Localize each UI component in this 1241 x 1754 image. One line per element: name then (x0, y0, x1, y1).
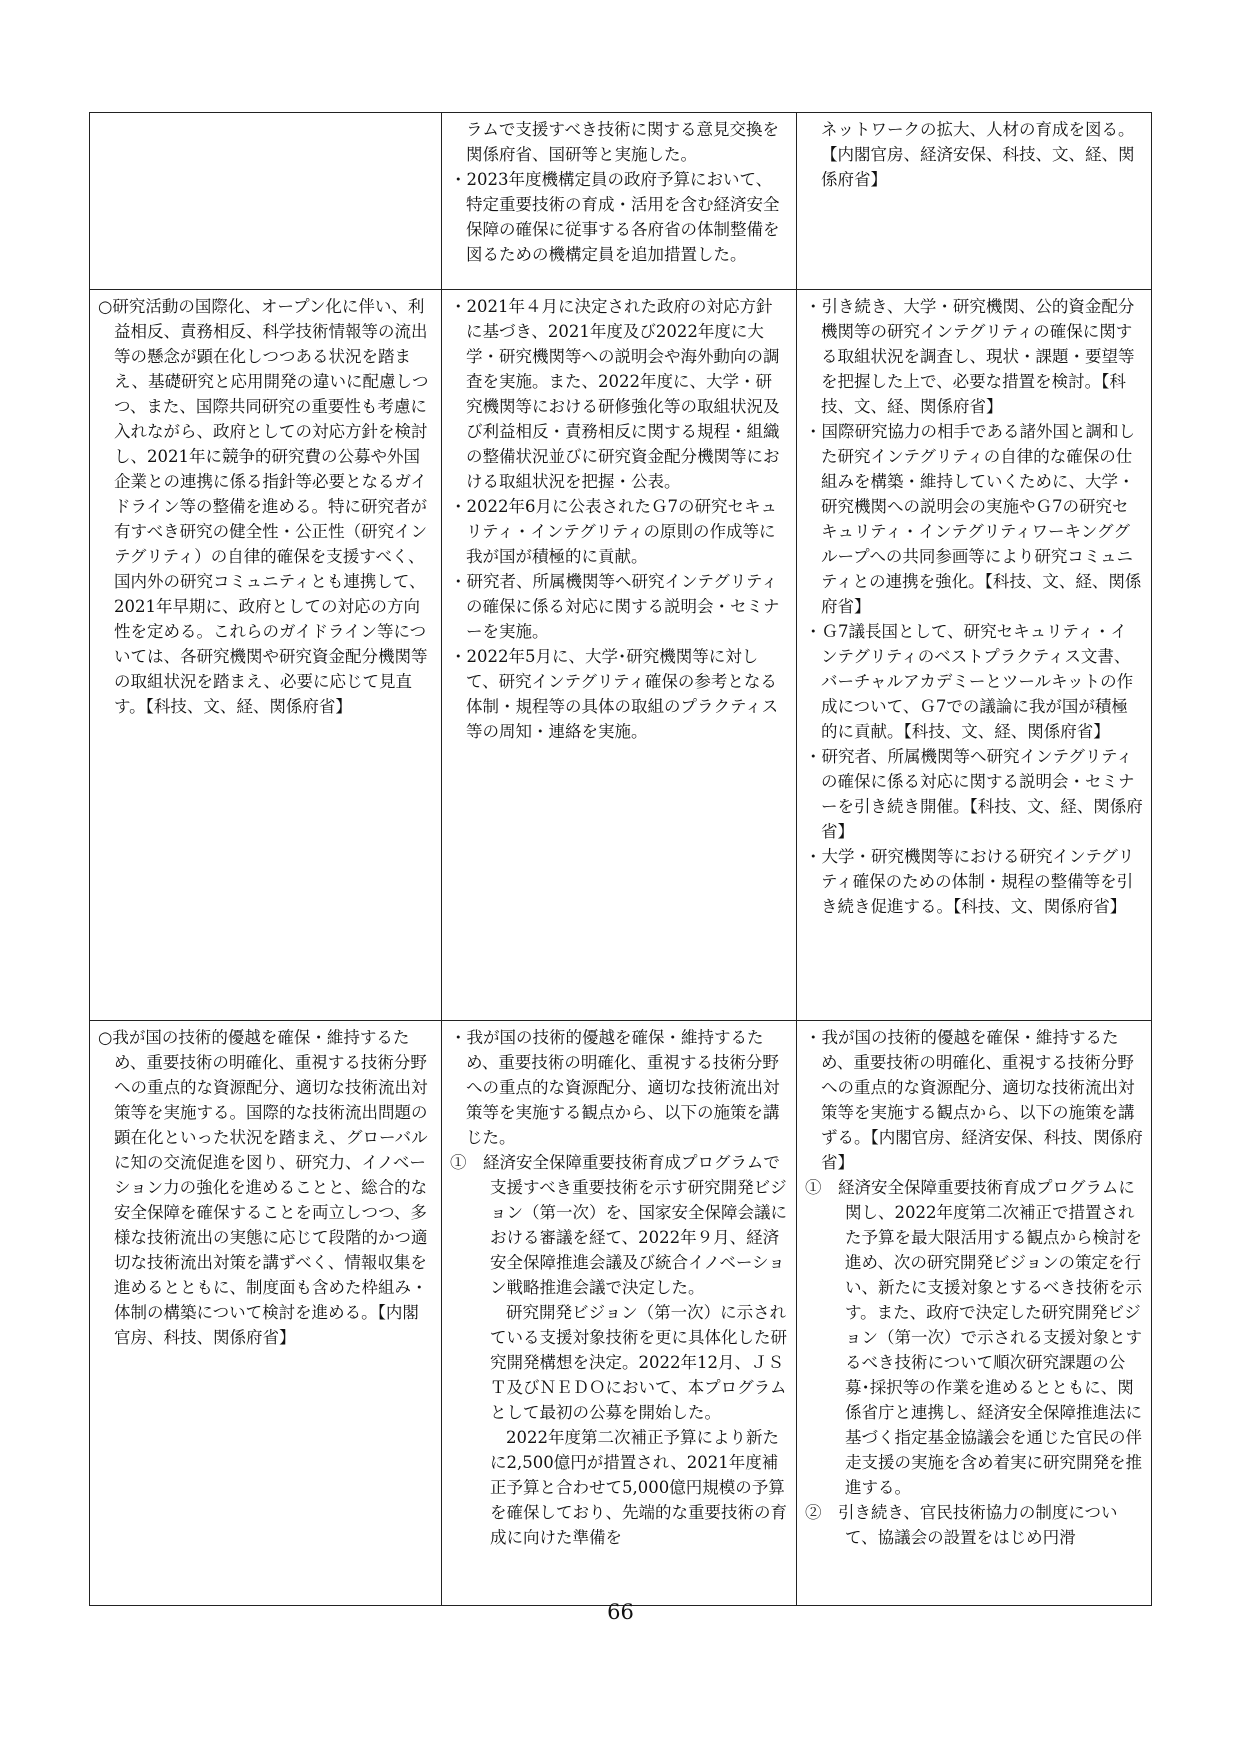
cell-paragraph: ○我が国の技術的優越を確保・維持するため、重要技術の明確化、重視する技術分野への重点的な資源配分、適切な技術流出対策等を実施する。国際的な技術流出問題の顕在化といった状況を踏まえ、グローバルに知の交流促進を図り、研究力、イノベーション力の強化を進めることと、総合的な安全保障を確保することを両立しつつ、多様な技術流出の実態に応じて段階的かつ適切な技術流出対策を講ずべく、情報収集を進めるとともに、制度面も含めた枠組み・体制の構築について検討を進める。【内閣官房、科技、関係府省】 (98, 1028, 428, 1347)
cell-paragraph: ・2023年度機構定員の政府予算において、特定重要技術の育成・活用を含む経済安全保障の確保に従事する各府省の体制整備を図るための機構定員を追加措置した。 (450, 170, 780, 264)
table-cell (442, 1021, 797, 1606)
table-cell (90, 113, 442, 290)
cell-paragraph: ① 経済安全保障重要技術育成プログラムに関し、2022年度第二次補正で措置された予算を最大限活用する観点から検討を進め、次の研究開発ビジョンの策定を行い、新たに支援対象とするべき技術を示す。また、政府で決定した研究開発ビジョン（第一次）で示される支援対象とするべき技術について順次研究課題の公募･採択等の作業を進めるとともに、関係省庁と連携し、経済安全保障推進法に基づく指定基金協議会を通じた官民の伴走支援の実施を含め着実に研究開発を推進する。 (805, 1178, 1142, 1497)
table-cell (797, 290, 1152, 1021)
table-cell (442, 113, 797, 290)
cell-paragraph: ・大学・研究機関等における研究インテグリティ確保のための体制・規程の整備等を引き続き促進する。【科技、文、関係府省】 (805, 847, 1135, 916)
cell-paragraph: ① 経済安全保障重要技術育成プログラムで支援すべき重要技術を示す研究開発ビジョン（第一次）を、国家安全保障会議における審議を経て、2022年９月、経済安全保障推進会議及び統合イノベーション戦略推進会議で決定した。 (450, 1153, 787, 1297)
cell-paragraph: ・我が国の技術的優越を確保・維持するため、重要技術の明確化、重視する技術分野への重点的な資源配分、適切な技術流出対策等を実施する観点から、以下の施策を講じた。 (450, 1028, 780, 1147)
cell-paragraph: ネットワークの拡大、人材の育成を図る。【内閣官房、経済安保、科技、文、経、関係府省】 (821, 120, 1135, 189)
cell-paragraph: ② 引き続き、官民技術協力の制度について、協議会の設置をはじめ円滑 (805, 1503, 1118, 1547)
cell-paragraph: ・2022年5月に、大学･研究機関等に対して、研究インテグリティ確保の参考となる体制・規程等の具体の取組のプラクティス等の周知・連絡を実施。 (450, 647, 779, 741)
policy-table (89, 112, 1152, 1606)
cell-paragraph: ・研究者、所属機関等へ研究インテグリティの確保に係る対応に関する説明会・セミナーを引き続き開催。【科技、文、経、関係府省】 (805, 747, 1143, 841)
cell-paragraph: 研究開発ビジョン（第一次）に示されている支援対象技術を更に具体化した研究開発構想を決定。2022年12月、ＪＳＴ及びＮＥＤＯにおいて、本プログラムとして最初の公募を開始した。 (490, 1303, 787, 1422)
table-cell (90, 290, 442, 1021)
table-row (90, 113, 1152, 290)
cell-paragraph: ○研究活動の国際化、オープン化に伴い、利益相反、責務相反、科学技術情報等の流出等の懸念が顕在化しつつある状況を踏まえ、基礎研究と応用開発の違いに配慮しつつ、また、国際共同研究の重要性も考慮に入れながら、政府としての対応方針を検討し、2021年に競争的研究費の公募や外国企業との連携に係る指針等必要となるガイドライン等の整備を進める。特に研究者が有すべき研究の健全性・公正性（研究インテグリティ）の自律的確保を支援すべく、国内外の研究コミュニティとも連携して、2021年早期に、政府としての対応の方向性を定める。これらのガイドライン等については、各研究機関や研究資金配分機関等の取組状況を踏まえ、必要に応じて見直す。【科技、文、経、関係府省】 (98, 297, 429, 716)
table-row (90, 290, 1152, 1021)
table-row (90, 1021, 1152, 1606)
cell-paragraph: ・引き続き、大学・研究機関、公的資金配分機関等の研究インテグリティの確保に関する取組状況を調査し、現状・課題・要望等を把握した上で、必要な措置を検討。【科技、文、経、関係府省】 (805, 297, 1135, 416)
cell-paragraph: 2022年度第二次補正予算により新たに2,500億円が措置され、2021年度補正予算と合わせて5,000億円規模の予算を確保しており、先端的な重要技術の育成に向けた準備を (490, 1428, 787, 1547)
cell-paragraph: ・研究者、所属機関等へ研究インテグリティの確保に係る対応に関する説明会・セミナーを実施。 (450, 572, 780, 641)
table-cell (90, 1021, 442, 1606)
table-cell (797, 113, 1152, 290)
cell-paragraph: ・2022年6月に公表されたＧ7の研究セキュリティ・インテグリティの原則の作成等に我が国が積極的に貢献。 (450, 497, 777, 566)
table-cell (442, 290, 797, 1021)
cell-paragraph: ・我が国の技術的優越を確保・維持するため、重要技術の明確化、重視する技術分野への重点的な資源配分、適切な技術流出対策等を実施する観点から、以下の施策を講ずる。【内閣官房、経済安保、科技、関係府省】 (805, 1028, 1143, 1172)
table-cell (797, 1021, 1152, 1606)
cell-paragraph: ・Ｇ7議長国として、研究セキュリティ・インテグリティのベストプラクティス文書、バーチャルアカデミーとツールキットの作成について、Ｇ7での議論に我が国が積極的に貢献。【科技、文、経、関係府省】 (805, 622, 1134, 741)
cell-paragraph: ・2021年４月に決定された政府の対応方針に基づき、2021年度及び2022年度に大学・研究機関等への説明会や海外動向の調査を実施。また、2022年度に、大学・研究機関等における研修強化等の取組状況及び利益相反・責務相反に関する規程・組織の整備状況並びに研究資金配分機関等における取組状況を把握・公表。 (450, 297, 780, 491)
cell-paragraph: ・国際研究協力の相手である諸外国と調和した研究インテグリティの自律的な確保の仕組みを構築・維持していくために、大学・研究機関への説明会の実施やＧ7の研究セキュリティ・インテグリティワーキンググループへの共同参画等により研究コミュニティとの連携を強化。【科技、文、経、関係府省】 (805, 422, 1142, 616)
cell-paragraph: ラムで支援すべき技術に関する意見交換を関係府省、国研等と実施した。 (466, 120, 780, 164)
page-number: 66 (607, 1600, 634, 1624)
